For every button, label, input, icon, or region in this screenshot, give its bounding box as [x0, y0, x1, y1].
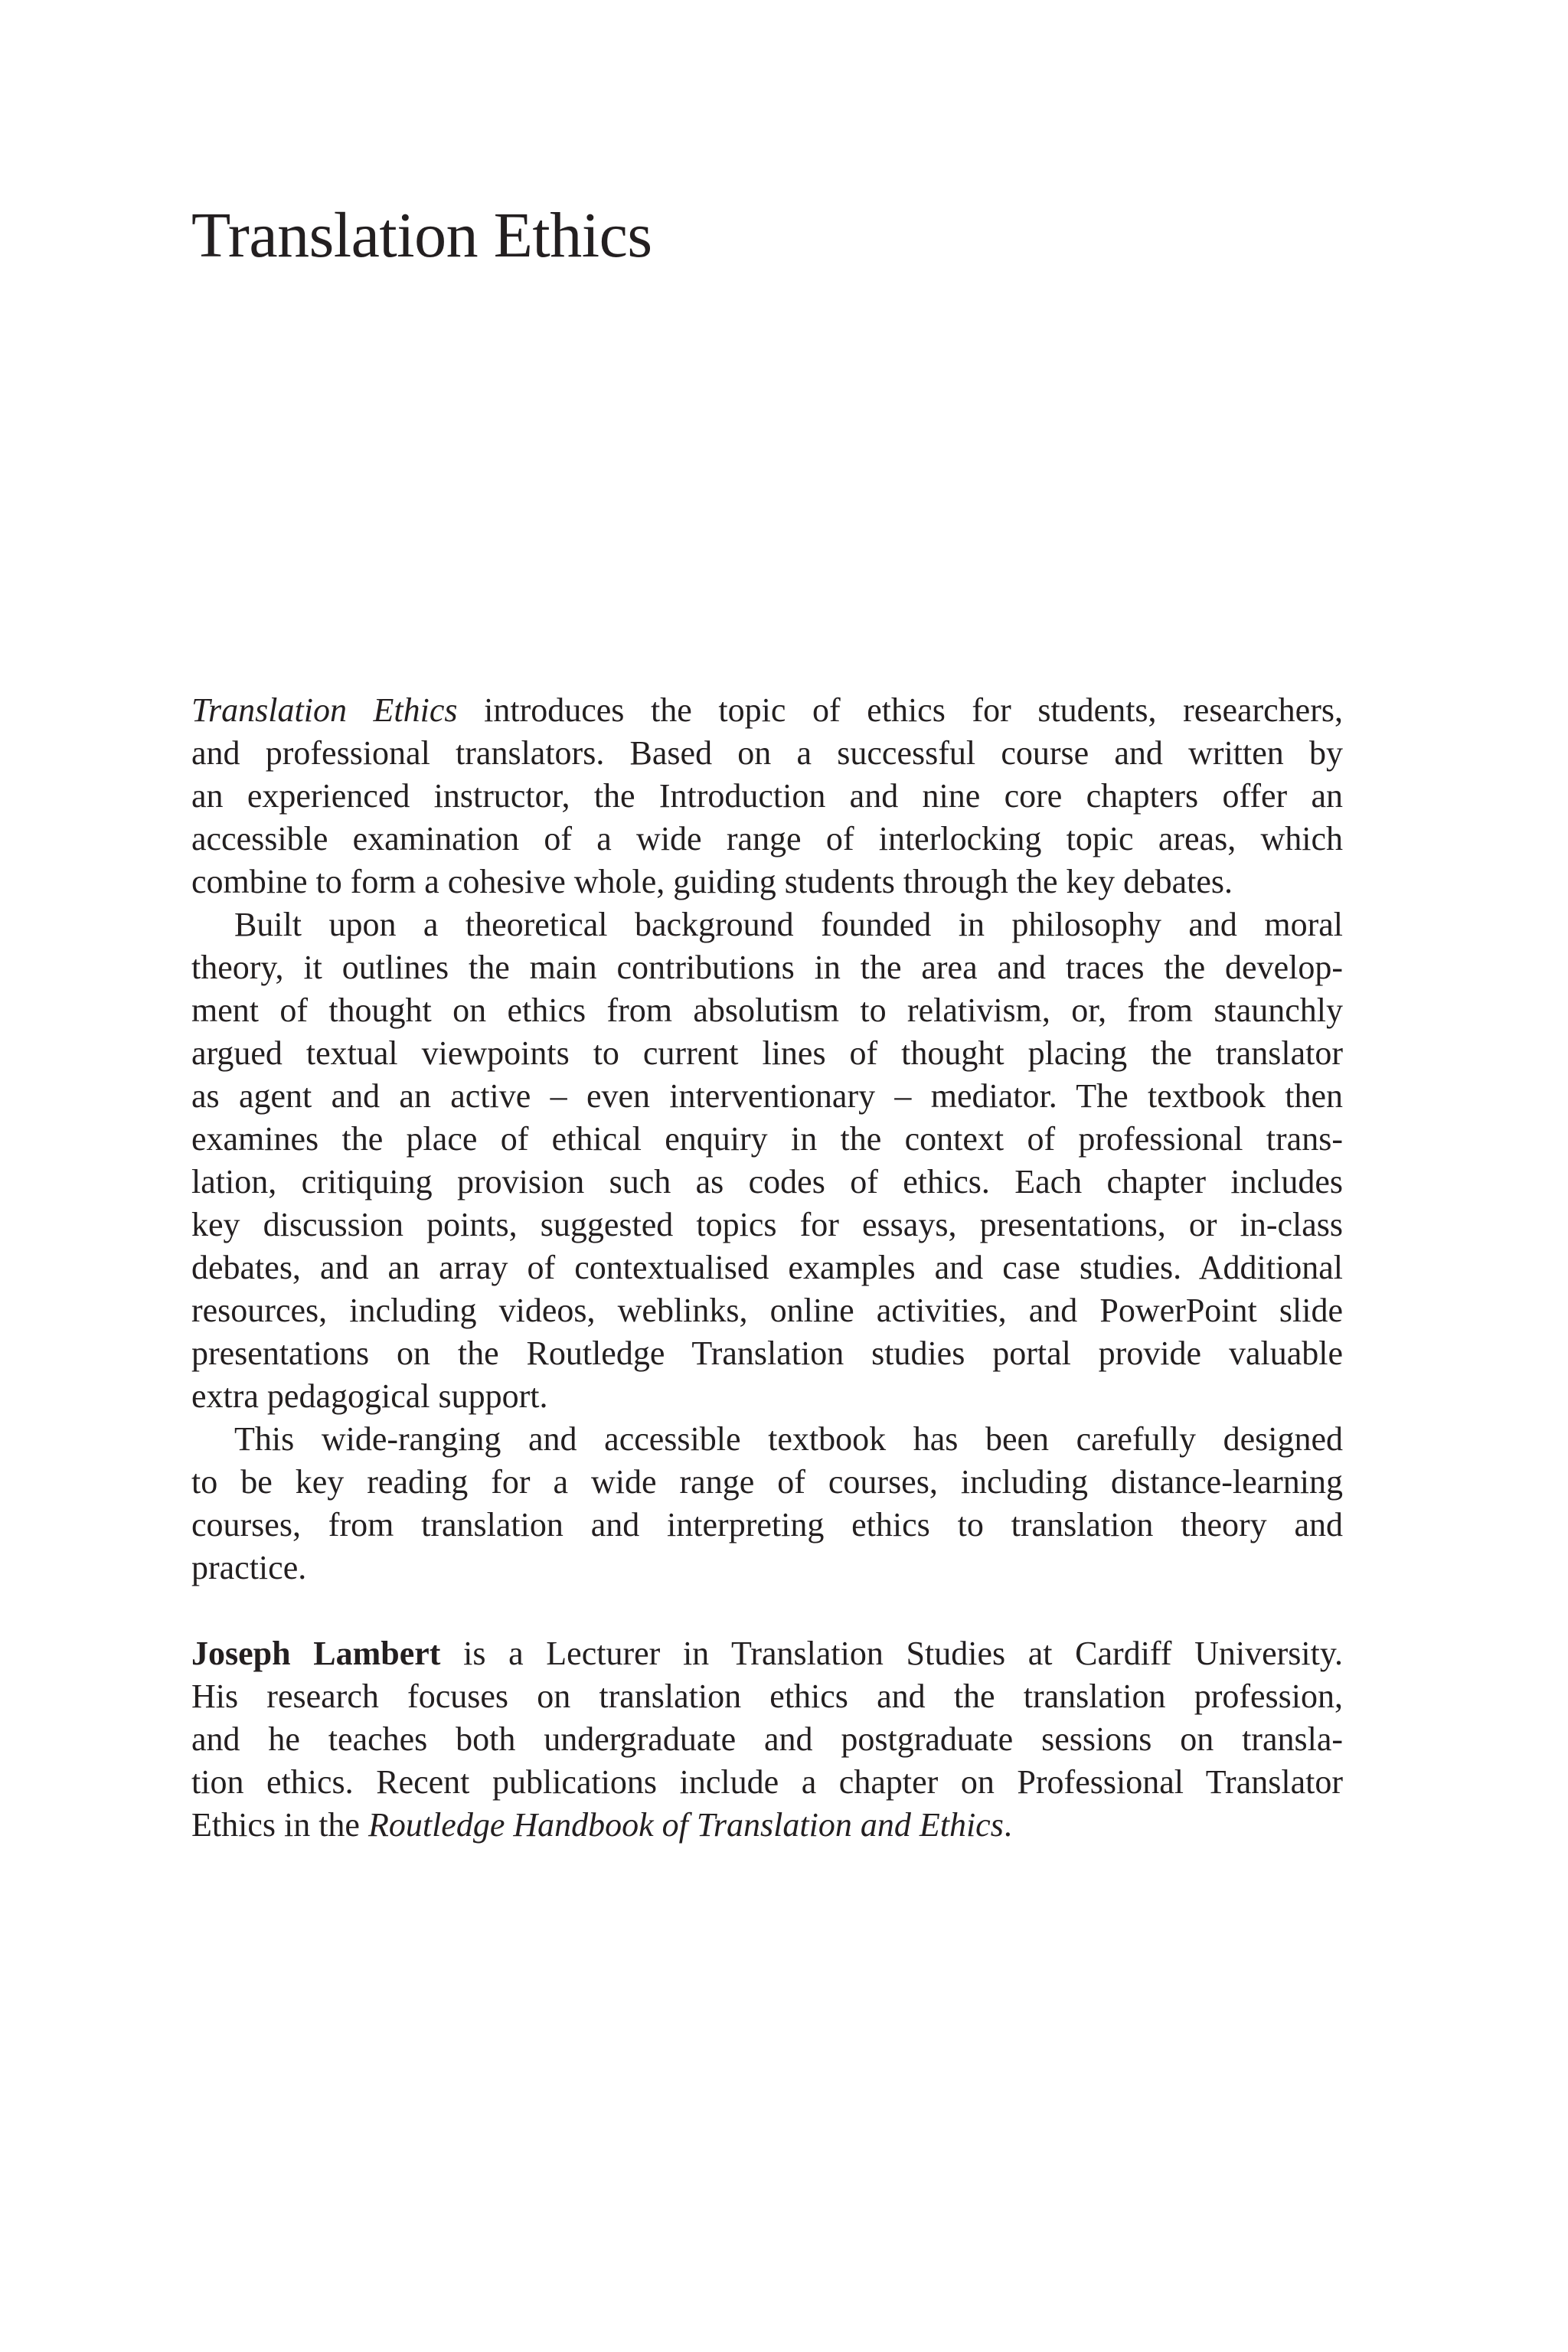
author-bio-line-2: His research focuses on translation ethics and the translation profession,: [191, 1677, 1343, 1715]
description-paragraph-1-line-3: an experienced instructor, the Introduction and nine core chapters offer an: [191, 777, 1343, 815]
description-paragraph-2-line-1: Built upon a theoretical background founded in philosophy and moral: [234, 906, 1343, 943]
description-paragraph-2-line-9: debates, and an array of contextualised examples and case studies. Additional: [191, 1249, 1343, 1286]
description-paragraph-3-line-2: to be key reading for a wide range of courses, including distance-learning: [191, 1463, 1343, 1501]
author-bio-line-5: Ethics in the Routledge Handbook of Translation and Ethics.: [191, 1806, 1012, 1844]
page-title: Translation Ethics: [191, 200, 652, 271]
book-description: [191, 689, 1343, 1847]
description-paragraph-2-line-6: examines the place of ethical enquiry in the context of professional trans-: [191, 1120, 1343, 1158]
description-paragraph-2-line-8: key discussion points, suggested topics for essays, presentations, or in-class: [191, 1206, 1343, 1243]
description-paragraph-2-line-7: lation, critiquing provision such as codes of ethics. Each chapter includes: [191, 1163, 1343, 1200]
section-spacer: [191, 1589, 1343, 1632]
description-paragraph-2-line-3: ment of thought on ethics from absolutism to relativism, or, from staunchly: [191, 991, 1343, 1029]
handbook-title-italic: Routledge Handbook of Translation and Ethics: [368, 1806, 1004, 1844]
description-paragraph-1-line-4: accessible examination of a wide range of interlocking topic areas, which: [191, 820, 1343, 858]
description-paragraph-1-line-1: Translation Ethics introduces the topic of ethics for students, researchers,: [191, 691, 1343, 729]
description-paragraph-2-line-4: argued textual viewpoints to current lines of thought placing the translator: [191, 1034, 1343, 1072]
description-paragraph-2-line-12: extra pedagogical support.: [191, 1377, 548, 1415]
author-bio-line-4: tion ethics. Recent publications include a chapter on Professional Translator: [191, 1763, 1343, 1801]
book-title-italic: Translation Ethics: [191, 691, 458, 729]
description-paragraph-2-line-5: as agent and an active – even interventionary – mediator. The textbook then: [191, 1077, 1343, 1115]
description-paragraph-2-line-11: presentations on the Routledge Translation studies portal provide valuable: [191, 1334, 1343, 1372]
description-paragraph-3-line-4: practice.: [191, 1549, 307, 1586]
description-paragraph-1-line-5: combine to form a cohesive whole, guiding students through the key debates.: [191, 863, 1233, 900]
author-bio-line-1: Joseph Lambert is a Lecturer in Translation Studies at Cardiff University.: [191, 1635, 1343, 1672]
author-name: Joseph Lambert: [191, 1635, 441, 1672]
description-paragraph-2-line-2: theory, it outlines the main contributions in the area and traces the develop-: [191, 949, 1343, 986]
author-bio-line-3: and he teaches both undergraduate and postgraduate sessions on transla-: [191, 1720, 1343, 1758]
description-paragraph-1-line-2: and professional translators. Based on a successful course and written by: [191, 734, 1343, 772]
description-paragraph-2-line-10: resources, including videos, weblinks, online activities, and PowerPoint slide: [191, 1292, 1343, 1329]
description-paragraph-3-line-1: This wide-ranging and accessible textbook has been carefully designed: [234, 1420, 1343, 1458]
description-paragraph-3-line-3: courses, from translation and interpreting ethics to translation theory and: [191, 1506, 1343, 1544]
